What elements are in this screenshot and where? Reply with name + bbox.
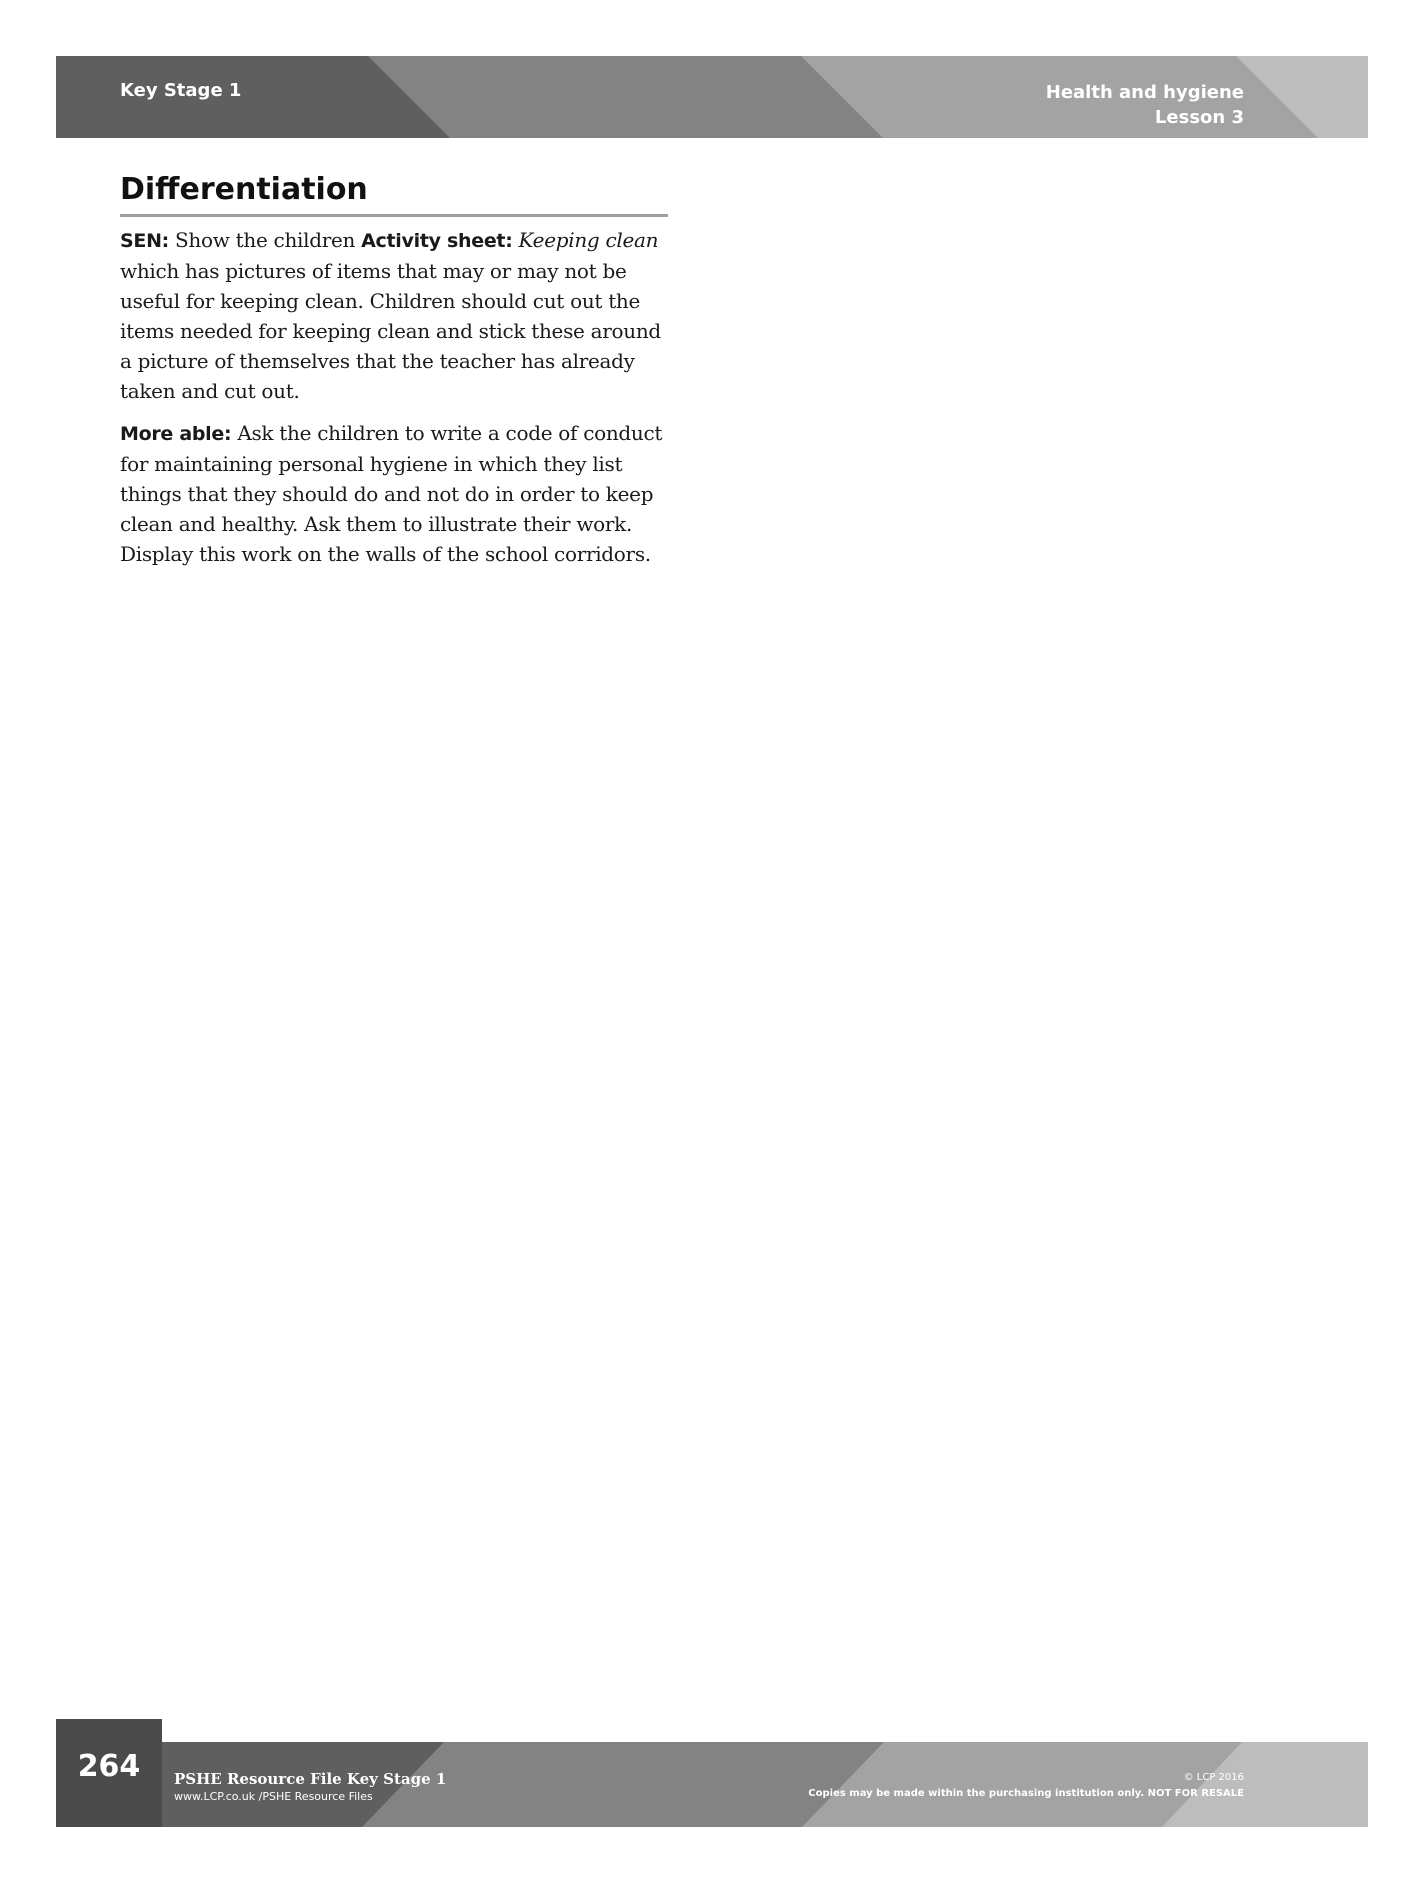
lesson-number: Lesson 3 <box>1154 107 1244 128</box>
header-band <box>56 56 1368 138</box>
main-content <box>120 170 668 569</box>
copyright-text: © LCP 2016 <box>1183 1772 1244 1783</box>
activity-sheet-name: Keeping clean <box>512 228 659 252</box>
more-able-label: More able: <box>120 423 232 445</box>
header-stripe-lightest <box>1236 56 1368 138</box>
sen-text-before: Show the children <box>168 228 362 252</box>
page-number: 264 <box>77 1749 141 1784</box>
key-stage-label: Key Stage 1 <box>120 80 242 101</box>
sen-label: SEN: <box>120 230 169 252</box>
more-able-text: Ask the children to write a code of conduct for maintaining personal hygiene in which they list things that they should do and not do in order to keep clean and healthy. Ask them to illustrate their work. Display this work on the walls of the school corridors. <box>120 421 663 566</box>
sen-text-after: which has pictures of items that may or may not be useful for keeping clean. Children should cut out the items needed for keeping clean and stick these around a picture of themselves that the teacher has already taken and cut out. <box>120 259 661 403</box>
footer-url: www.LCP.co.uk /PSHE Resource Files <box>174 1790 373 1803</box>
footer-legal <box>808 1770 1244 1802</box>
more-able-paragraph <box>120 418 668 569</box>
topic-title: Health and hygiene <box>1045 82 1244 103</box>
sen-paragraph <box>120 225 668 406</box>
page-number-box <box>56 1719 162 1827</box>
section-title: Differentiation <box>120 170 668 217</box>
footer-band <box>162 1742 1368 1827</box>
activity-sheet-label: Activity sheet: <box>361 230 513 252</box>
resale-notice: Copies may be made within the purchasing institution only. NOT FOR RESALE <box>808 1788 1244 1799</box>
lesson-heading <box>1046 80 1244 130</box>
footer-book-title: PSHE Resource File Key Stage 1 <box>174 1770 447 1788</box>
